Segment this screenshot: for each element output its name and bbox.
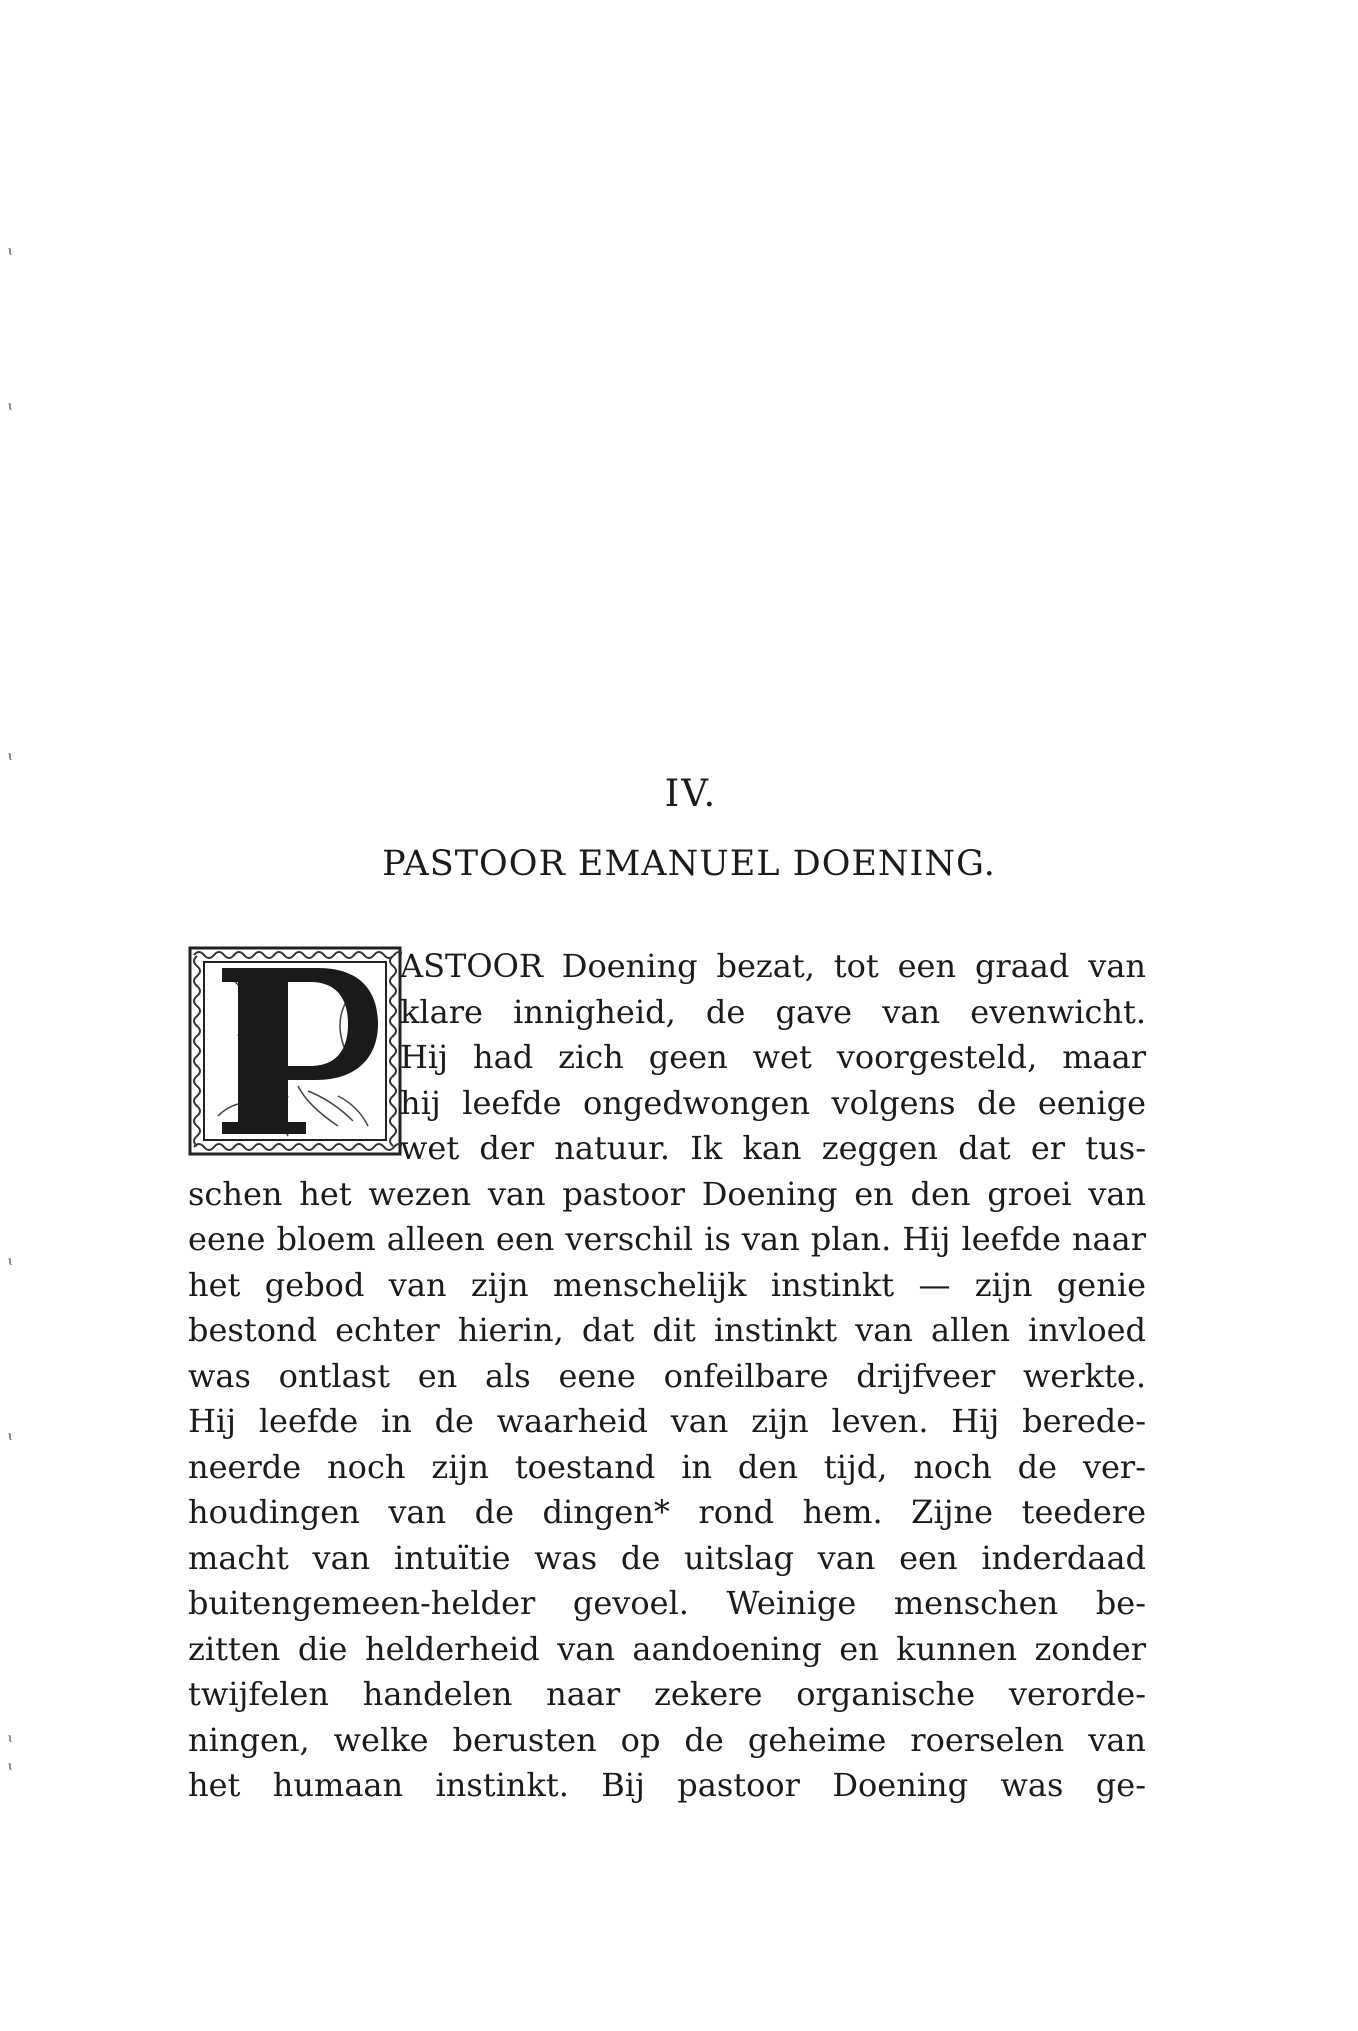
margin-speck: ɩ [8, 244, 13, 258]
text-line: schen het wezen van pastoor Doening en den groei van [188, 1174, 1146, 1213]
body-text [188, 944, 1146, 1809]
text-line: buitengemeen-helder gevoel. Weinige menschen be- [188, 1584, 1146, 1622]
text-line: zitten die helderheid van aandoening en kunnen zonder [188, 1629, 1146, 1668]
margin-speck: ɩ [8, 1254, 13, 1268]
margin-speck: ɩ [8, 1429, 13, 1443]
text-line: Hij leefde in de waarheid van zijn leven. Hij berede- [188, 1402, 1146, 1440]
text-line: wet der natuur. Ik kan zeggen dat er tus- [400, 1129, 1146, 1167]
text-line: het gebod van zijn menschelijk instinkt — zijn genie [188, 1265, 1146, 1304]
chapter-title: PASTOOR EMANUEL DOENING. [382, 844, 996, 884]
text-line: neerde noch zijn toestand in den tijd, noch de ver- [188, 1447, 1146, 1486]
margin-speck: ɩ [8, 749, 13, 763]
margin-speck: ɩ [8, 1759, 13, 1773]
text-line: was ontlast en als eene onfeilbare drijfveer werkte. [188, 1356, 1146, 1395]
text-line: macht van intuïtie was de uitslag van een inderdaad [188, 1538, 1146, 1577]
text-line: twijfelen handelen naar zekere organische verorde- [188, 1675, 1146, 1713]
chapter-number: IV. [664, 772, 718, 815]
text-line: hij leefde ongedwongen volgens de eenige [400, 1083, 1146, 1122]
text-line: het humaan instinkt. Bij pastoor Doening was ge- [188, 1766, 1146, 1804]
margin-speck: ɩ [8, 399, 13, 413]
drop-cap-letter: P [188, 946, 189, 947]
text-line: klare innigheid, de gave van evenwicht. [400, 992, 1146, 1031]
margin-speck: ɩ [8, 1731, 13, 1745]
text-line: Hij had zich geen wet voorgesteld, maar [400, 1038, 1146, 1076]
text-line: bestond echter hierin, dat dit instinkt van allen invloed [188, 1311, 1146, 1349]
text-line: eene bloem alleen een verschil is van plan. Hij leefde naar [188, 1220, 1146, 1258]
text-line: ASTOOR Doening bezat, tot een graad van [400, 947, 1146, 985]
text-line: ningen, welke berusten op de geheime roerselen van [188, 1720, 1146, 1759]
text-line: houdingen van de dingen* rond hem. Zijne teedere [188, 1493, 1146, 1531]
